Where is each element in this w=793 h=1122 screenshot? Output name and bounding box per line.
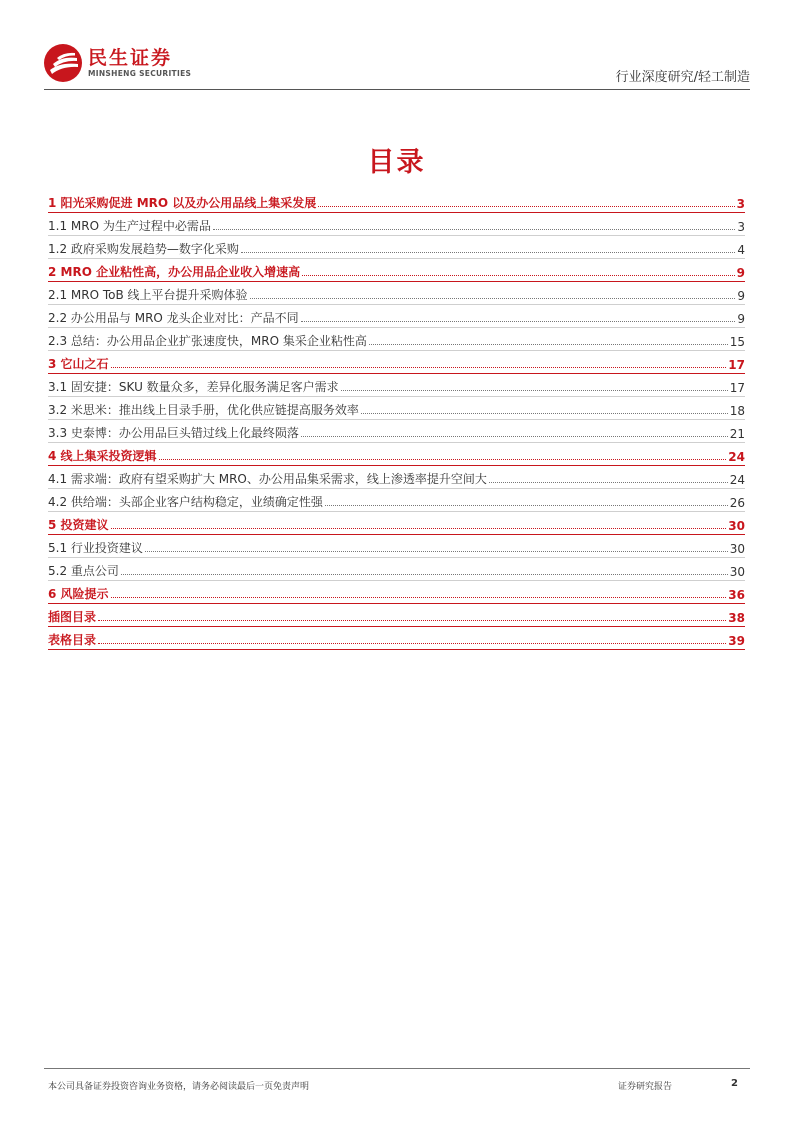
toc-entry-page: 38 <box>728 611 745 625</box>
toc-dot-leader <box>111 366 727 368</box>
toc-entry-page: 26 <box>729 496 745 510</box>
toc-entry-page: 15 <box>729 335 745 349</box>
toc-entry-title: 1.1 MRO 为生产过程中必需品 <box>48 219 211 233</box>
toc-dot-leader <box>301 435 728 437</box>
toc-entry[interactable] <box>48 558 745 581</box>
toc-entry-title: 1 阳光采购促进 MRO 以及办公用品线上集采发展 <box>48 196 317 210</box>
table-of-contents <box>48 190 745 650</box>
toc-entry[interactable] <box>48 305 745 328</box>
toc-entry-title: 2.2 办公用品与 MRO 龙头企业对比：产品不同 <box>48 311 299 325</box>
logo-emblem-icon <box>44 44 82 82</box>
toc-entry[interactable] <box>48 374 745 397</box>
toc-entry-title: 3 它山之石 <box>48 357 109 371</box>
toc-dot-leader <box>241 251 735 253</box>
toc-entry[interactable] <box>48 581 745 604</box>
toc-dot-leader <box>98 619 726 621</box>
toc-entry[interactable] <box>48 420 745 443</box>
toc-entry-page: 21 <box>729 427 745 441</box>
toc-dot-leader <box>369 343 728 345</box>
page-header <box>44 40 750 90</box>
toc-entry-page: 3 <box>737 220 745 234</box>
footer-disclaimer: 本公司具备证券投资咨询业务资格，请务必阅读最后一页免责声明 <box>48 1082 310 1092</box>
toc-entry-page: 18 <box>729 404 745 418</box>
toc-entry-page: 4 <box>737 243 745 257</box>
toc-entry-title: 3.3 史泰博：办公用品巨头错过线上化最终陨落 <box>48 426 299 440</box>
toc-entry-page: 9 <box>737 312 745 326</box>
toc-entry[interactable] <box>48 512 745 535</box>
toc-entry[interactable] <box>48 213 745 236</box>
toc-entry-title: 1.2 政府采购发展趋势—数字化采购 <box>48 242 239 256</box>
toc-dot-leader <box>111 596 727 598</box>
toc-entry-title: 4.1 需求端：政府有望采购扩大 MRO、办公用品集采需求，线上渗透率提升空间大 <box>48 472 487 486</box>
toc-entry-title: 6 风险提示 <box>48 587 109 601</box>
toc-dot-leader <box>341 389 728 391</box>
toc-dot-leader <box>111 527 727 529</box>
footer-divider <box>44 1068 750 1069</box>
toc-entry-page: 36 <box>728 588 745 602</box>
toc-entry[interactable] <box>48 466 745 489</box>
toc-entry[interactable] <box>48 259 745 282</box>
toc-entry-title: 3.2 米思米：推出线上目录手册，优化供应链提高服务效率 <box>48 403 359 417</box>
brand-logo <box>44 44 191 82</box>
toc-entry[interactable] <box>48 604 745 627</box>
toc-title: 目录 <box>367 147 426 178</box>
toc-entry[interactable] <box>48 282 745 305</box>
toc-dot-leader <box>318 205 734 207</box>
toc-entry-page: 3 <box>736 197 745 211</box>
page-number: 2 <box>731 1078 738 1089</box>
toc-entry-page: 9 <box>737 289 745 303</box>
header-divider <box>44 89 750 90</box>
brand-name-en: MINSHENG SECURITIES <box>88 69 192 78</box>
toc-dot-leader <box>325 504 728 506</box>
toc-dot-leader <box>301 320 736 322</box>
toc-entry[interactable] <box>48 351 745 374</box>
toc-entry-title: 3.1 固安捷：SKU 数量众多，差异化服务满足客户需求 <box>48 380 339 394</box>
toc-dot-leader <box>489 481 728 483</box>
toc-entry-page: 24 <box>729 473 745 487</box>
toc-entry[interactable] <box>48 190 745 213</box>
toc-dot-leader <box>145 550 728 552</box>
toc-entry-title: 2.1 MRO ToB 线上平台提升采购体验 <box>48 288 248 302</box>
toc-entry-page: 17 <box>728 358 745 372</box>
toc-entry-page: 30 <box>728 519 745 533</box>
toc-entry-title: 4 线上集采投资逻辑 <box>48 449 157 463</box>
toc-dot-leader <box>302 274 735 276</box>
toc-entry[interactable] <box>48 535 745 558</box>
toc-dot-leader <box>121 573 728 575</box>
toc-dot-leader <box>98 642 726 644</box>
toc-entry-title: 5.1 行业投资建议 <box>48 541 143 555</box>
toc-dot-leader <box>361 412 728 414</box>
toc-entry-title: 2.3 总结：办公用品企业扩张速度快，MRO 集采企业粘性高 <box>48 334 367 348</box>
toc-entry-title: 5.2 重点公司 <box>48 564 119 578</box>
toc-entry[interactable] <box>48 627 745 650</box>
toc-entry-title: 2 MRO 企业粘性高，办公用品企业收入增速高 <box>48 265 301 279</box>
toc-entry-title: 表格目录 <box>48 633 97 647</box>
toc-entry[interactable] <box>48 236 745 259</box>
toc-entry-title: 5 投资建议 <box>48 518 109 532</box>
toc-dot-leader <box>159 458 727 460</box>
toc-entry[interactable] <box>48 397 745 420</box>
toc-entry[interactable] <box>48 489 745 512</box>
toc-entry-page: 30 <box>729 565 745 579</box>
report-category: 行业深度研究/轻工制造 <box>615 70 750 85</box>
toc-entry-page: 17 <box>729 381 745 395</box>
toc-entry-title: 4.2 供给端：头部企业客户结构稳定，业绩确定性强 <box>48 495 323 509</box>
toc-entry-page: 24 <box>728 450 745 464</box>
toc-dot-leader <box>250 297 736 299</box>
toc-entry[interactable] <box>48 443 745 466</box>
toc-entry[interactable] <box>48 328 745 351</box>
toc-entry-title: 插图目录 <box>48 610 97 624</box>
toc-entry-page: 39 <box>728 634 745 648</box>
toc-entry-page: 9 <box>736 266 745 280</box>
toc-dot-leader <box>213 228 736 230</box>
footer-report-type: 证券研究报告 <box>618 1082 673 1092</box>
toc-entry-page: 30 <box>729 542 745 556</box>
brand-name-cn: 民生证券 <box>88 47 173 69</box>
